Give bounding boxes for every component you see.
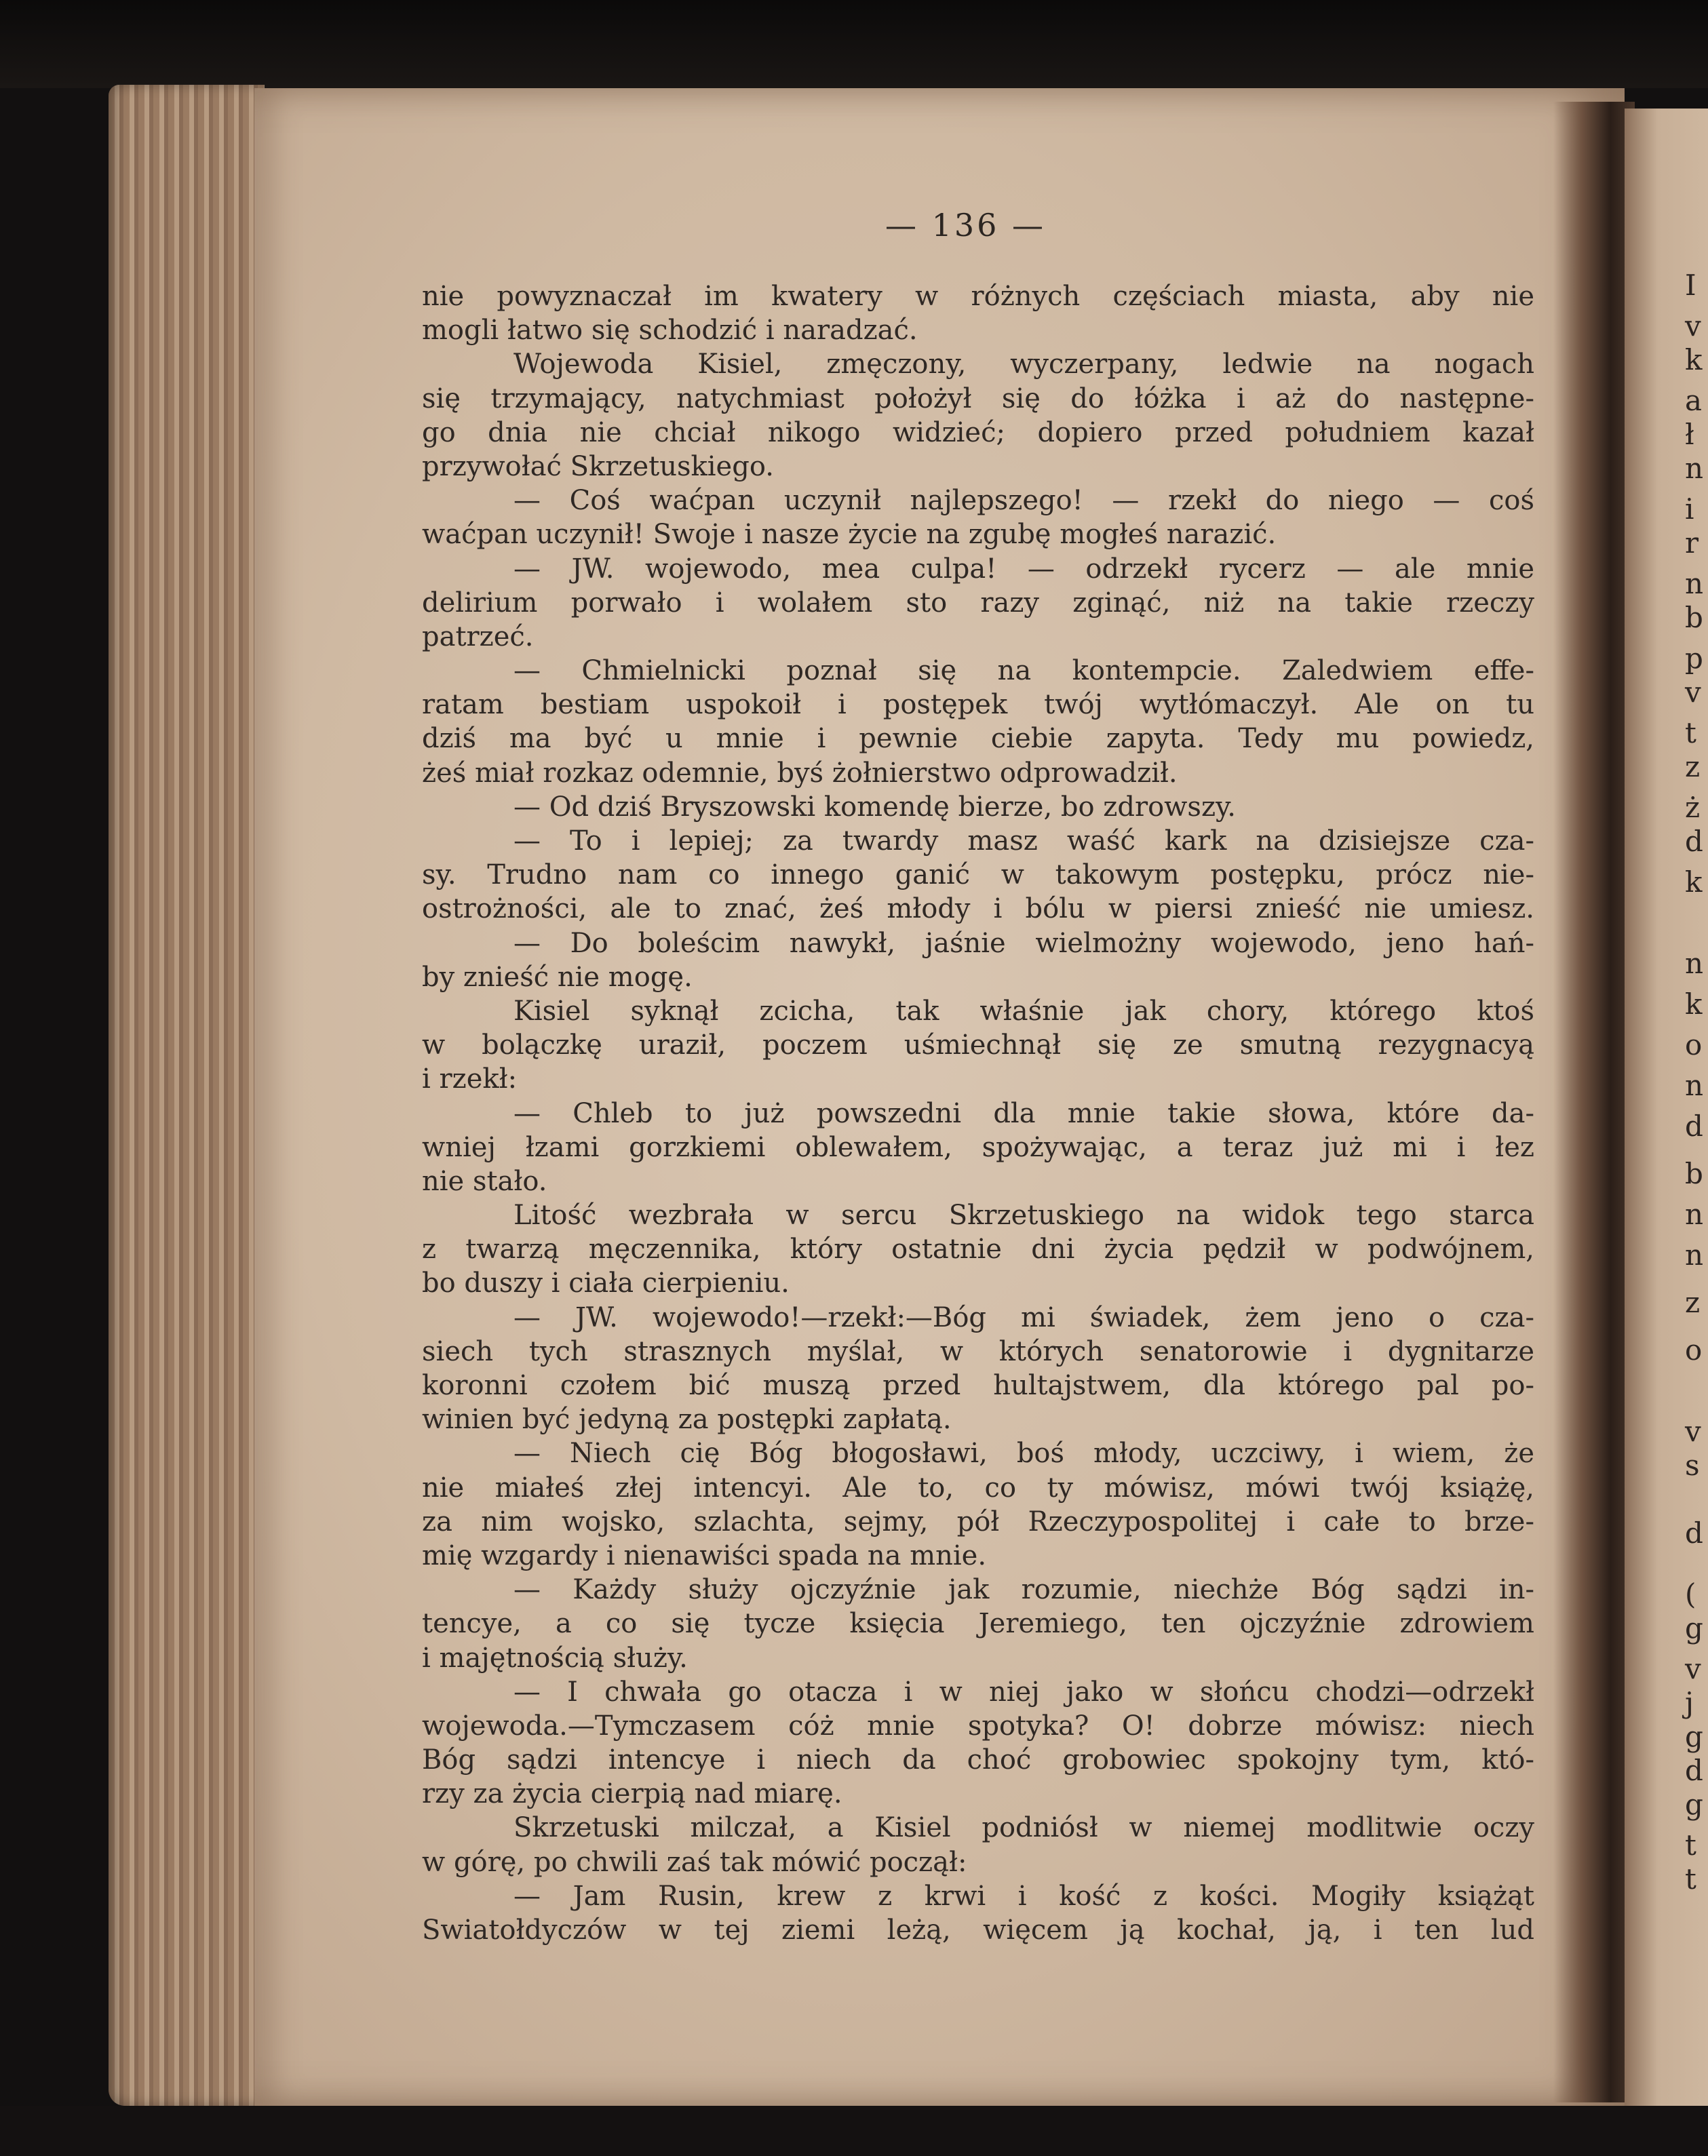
- facing-page-fragment: v: [1685, 1652, 1701, 1685]
- text-line: waćpan uczynił! Swoje i nasze życie na zgubę mogłeś narazić.: [422, 519, 1277, 551]
- facing-page-fragment: k: [1685, 865, 1703, 899]
- text-line: — JW. wojewodo!—rzekł:—Bóg mi świadek, żem jeno o cza-: [513, 1301, 1534, 1333]
- text-line: mię wzgardy i nienawiści spada na mnie.: [422, 1540, 987, 1571]
- facing-page-fragment: n: [1685, 1069, 1704, 1102]
- text-line: w bolączkę uraził, poczem uśmiechnął się ze smutną rezygnacyą: [422, 1030, 1534, 1061]
- facing-page-fragment: n: [1685, 452, 1704, 485]
- facing-page-fragment: g: [1685, 1720, 1703, 1753]
- facing-page-fragment: g: [1685, 1611, 1703, 1645]
- text-line: — Jam Rusin, krew z krwi i kość z kości. Mogiły książąt: [513, 1880, 1534, 1912]
- facing-page-fragment: v: [1685, 1415, 1701, 1448]
- text-line: by znieść nie mogę.: [422, 961, 693, 993]
- facing-page-fragment: z: [1685, 750, 1701, 783]
- text-line: go dnia nie chciał nikogo widzieć; dopiero przed południem kazał: [422, 416, 1534, 448]
- text-line: winien być jedyną za postępki zapłatą.: [422, 1404, 952, 1436]
- facing-page-fragment: n: [1685, 1238, 1704, 1272]
- text-line: żeś miał rozkaz odemnie, byś żołnierstwo odprowadził.: [422, 757, 1178, 789]
- text-line: — I chwała go otacza i w niej jako w słońcu chodzi—odrzekł: [513, 1676, 1534, 1708]
- facing-page-fragment: b: [1685, 601, 1703, 634]
- scanner-background-bottom: [0, 2106, 1708, 2156]
- facing-page-fragment: n: [1685, 947, 1704, 980]
- text-line: przywołać Skrzetuskiego.: [422, 450, 774, 482]
- facing-page-fragment: o: [1685, 1333, 1703, 1367]
- text-line: — Każdy służy ojczyźnie jak rozumie, niechże Bóg sądzi in-: [513, 1574, 1534, 1606]
- text-line: delirium porwało i wolałem sto razy zginąć, niż na takie rzeczy: [422, 587, 1534, 619]
- facing-page-fragment: (: [1685, 1577, 1696, 1611]
- text-line: patrzeć.: [422, 621, 534, 652]
- facing-page-fragment: i: [1685, 492, 1694, 526]
- text-line: ratam bestiam uspokoił i postępek twój wytłómaczył. Ale on tu: [422, 689, 1534, 721]
- facing-page-fragment: ł: [1685, 418, 1694, 451]
- text-line: nie powyznaczał im kwatery w różnych częściach miasta, aby nie: [422, 281, 1534, 312]
- facing-page-fragment: t: [1685, 1862, 1696, 1896]
- text-line: Kisiel syknął zcicha, tak właśnie jak chory, którego ktoś: [513, 995, 1534, 1027]
- text-line: wojewoda.—Tymczasem cóż mnie spotyka? O! dobrze mówisz: niech: [422, 1710, 1534, 1742]
- text-line: — Do boleścim nawykł, jaśnie wielmożny wojewodo, jeno hań-: [513, 927, 1534, 959]
- facing-page-fragment: n: [1685, 567, 1704, 600]
- text-line: — Chleb to już powszedni dla mnie takie słowa, które da-: [513, 1097, 1534, 1129]
- text-line: się trzymający, natychmiast położył się do łóżka i aż do następne-: [422, 383, 1534, 414]
- facing-page-fragment: s: [1685, 1449, 1700, 1482]
- scanner-background-top: [0, 0, 1708, 88]
- text-line: — Od dziś Bryszowski komendę bierze, bo zdrowszy.: [513, 791, 1237, 823]
- facing-page-fragment: ż: [1685, 791, 1701, 824]
- page-number: — 136 —: [885, 207, 1047, 243]
- text-line: rzy za życia cierpią nad miarę.: [422, 1778, 842, 1810]
- facing-page-fragment: v: [1685, 309, 1701, 342]
- facing-page-fragment: t: [1685, 1828, 1696, 1862]
- facing-page-fragment: p: [1685, 642, 1703, 675]
- facing-page-fragment: r: [1685, 526, 1699, 560]
- facing-page-fragment: k: [1685, 343, 1703, 376]
- text-line: mogli łatwo się schodzić i naradzać.: [422, 315, 918, 347]
- text-line: — Niech cię Bóg błogosławi, boś młody, uczciwy, i wiem, że: [513, 1438, 1534, 1470]
- text-line: nie stało.: [422, 1165, 547, 1197]
- book-page-edges: [109, 85, 265, 2106]
- facing-page-fragment: d: [1685, 1110, 1703, 1143]
- facing-page-fragment: o: [1685, 1028, 1703, 1061]
- text-line: w górę, po chwili zaś tak mówić począł:: [422, 1846, 967, 1878]
- text-line: i majętnością służy.: [422, 1642, 688, 1674]
- book-gutter: [1553, 102, 1635, 2102]
- text-line: sy. Trudno nam co innego ganić w takowym postępku, prócz nie-: [422, 859, 1534, 891]
- facing-page-fragment: t: [1685, 716, 1696, 749]
- text-line: — JW. wojewodo, mea culpa! — odrzekł rycerz — ale mnie: [513, 553, 1534, 585]
- facing-page-fragment: k: [1685, 987, 1703, 1021]
- text-line: za nim wojsko, szlachta, sejmy, pół Rzeczypospolitej i całe to brze-: [422, 1506, 1534, 1537]
- facing-page-fragment: d: [1685, 825, 1703, 858]
- text-line: Wojewoda Kisiel, zmęczony, wyczerpany, ledwie na nogach: [513, 349, 1534, 380]
- facing-page-fragment: n: [1685, 1198, 1704, 1231]
- text-line: Litość wezbrała w sercu Skrzetuskiego na widok tego starca: [513, 1200, 1534, 1232]
- facing-page-fragment: I: [1685, 269, 1696, 302]
- text-line: — Chmielnicki poznał się na kontempcie. Zaledwiem effe-: [513, 655, 1534, 687]
- facing-page-fragment: a: [1685, 384, 1703, 417]
- body-text: [422, 279, 1534, 1947]
- facing-page-fragment: d: [1685, 1754, 1703, 1787]
- facing-page-fragment: v: [1685, 675, 1701, 709]
- text-line: Swiatołdyczów w tej ziemi leżą, więcem ją kochał, ją, i ten lud: [422, 1915, 1534, 1946]
- text-line: siech tych strasznych myślał, w których senatorowie i dygnitarze: [422, 1335, 1534, 1367]
- text-line: z twarzą męczennika, który ostatnie dni życia pędził w podwójnem,: [422, 1234, 1534, 1266]
- text-line: — Coś waćpan uczynił najlepszego! — rzekł do niego — coś: [513, 485, 1534, 517]
- facing-page-fragment: z: [1685, 1286, 1701, 1319]
- facing-page-fragment: d: [1685, 1516, 1703, 1550]
- text-line: — To i lepiej; za twardy masz waść kark na dzisiejsze cza-: [513, 825, 1534, 857]
- text-line: bo duszy i ciała cierpieniu.: [422, 1268, 790, 1299]
- facing-page-fragment: b: [1685, 1157, 1703, 1190]
- text-line: ostrożności, ale to znać, żeś młody i bólu w piersi znieść nie umiesz.: [422, 893, 1534, 925]
- text-line: koronni czołem bić muszą przed hultajstwem, dla którego pal po-: [422, 1370, 1534, 1401]
- text-line: dziś ma być u mnie i pewnie ciebie zapyta. Tedy mu powiedz,: [422, 723, 1534, 755]
- text-line: i rzekł:: [422, 1063, 518, 1095]
- facing-page-fragment: j: [1685, 1686, 1694, 1719]
- text-line: Skrzetuski milczał, a Kisiel podniósł w niemej modlitwie oczy: [513, 1812, 1534, 1844]
- text-line: nie miałeś złej intencyi. Ale to, co ty mówisz, mówi twój książę,: [422, 1472, 1534, 1504]
- facing-page-fragment: g: [1685, 1788, 1703, 1821]
- text-line: Bóg sądzi intencye i niech da choć grobowiec spokojny tym, któ-: [422, 1744, 1534, 1776]
- text-line: wniej łzami gorzkiemi oblewałem, spożywając, a teraz już mi i łez: [422, 1131, 1534, 1163]
- text-line: tencye, a co się tycze księcia Jeremiego, ten ojczyźnie zdrowiem: [422, 1608, 1534, 1640]
